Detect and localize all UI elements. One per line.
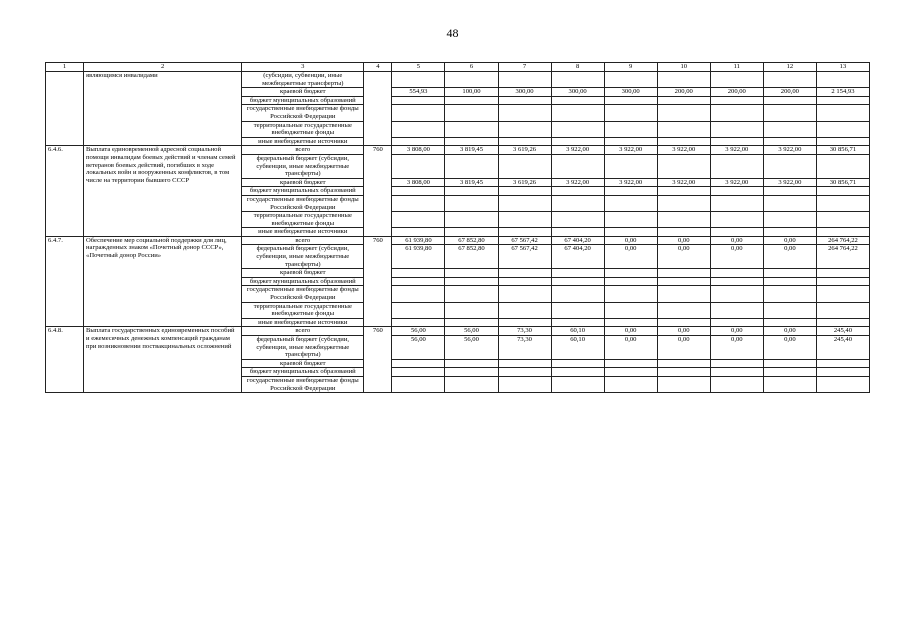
value-cell bbox=[445, 318, 498, 327]
value-cell: 264 764,22 bbox=[816, 245, 869, 269]
value-cell bbox=[604, 368, 657, 377]
value-cell: 3 808,00 bbox=[392, 178, 445, 187]
value-cell bbox=[445, 137, 498, 146]
value-cell bbox=[445, 121, 498, 137]
value-cell: 3 819,45 bbox=[445, 146, 498, 155]
value-cell bbox=[604, 286, 657, 302]
section-number bbox=[46, 72, 84, 146]
value-cell bbox=[657, 72, 710, 88]
column-header: 8 bbox=[551, 63, 604, 72]
value-cell bbox=[816, 318, 869, 327]
value-cell bbox=[710, 96, 763, 105]
value-cell bbox=[816, 137, 869, 146]
funding-source: всего bbox=[242, 146, 364, 155]
column-header: 13 bbox=[816, 63, 869, 72]
value-cell bbox=[392, 269, 445, 278]
value-cell: 0,00 bbox=[763, 336, 816, 360]
value-cell bbox=[710, 187, 763, 196]
column-header: 2 bbox=[84, 63, 242, 72]
value-cell bbox=[498, 96, 551, 105]
funding-source: государственные внебюджетные фонды Российской Федерации bbox=[242, 376, 364, 392]
value-cell bbox=[710, 302, 763, 318]
funding-source: бюджет муниципальных образований bbox=[242, 187, 364, 196]
value-cell bbox=[445, 212, 498, 228]
value-cell bbox=[445, 72, 498, 88]
code-cell: 760 bbox=[364, 236, 392, 327]
value-cell bbox=[498, 277, 551, 286]
value-cell bbox=[604, 359, 657, 368]
value-cell: 3 922,00 bbox=[657, 146, 710, 155]
funding-source: краевой бюджет bbox=[242, 269, 364, 278]
value-cell: 67 404,20 bbox=[551, 245, 604, 269]
value-cell bbox=[551, 228, 604, 237]
value-cell bbox=[498, 72, 551, 88]
value-cell bbox=[498, 269, 551, 278]
table-row bbox=[46, 236, 870, 245]
value-cell bbox=[445, 96, 498, 105]
value-cell bbox=[498, 228, 551, 237]
value-cell: 56,00 bbox=[445, 327, 498, 336]
value-cell bbox=[816, 121, 869, 137]
value-cell: 0,00 bbox=[657, 236, 710, 245]
value-cell bbox=[498, 212, 551, 228]
section-name: являющимся инвалидами bbox=[84, 72, 242, 146]
value-cell: 0,00 bbox=[763, 327, 816, 336]
funding-source: иные внебюджетные источники bbox=[242, 228, 364, 237]
value-cell: 56,00 bbox=[392, 336, 445, 360]
funding-source: краевой бюджет bbox=[242, 88, 364, 97]
value-cell bbox=[551, 376, 604, 392]
value-cell bbox=[392, 277, 445, 286]
value-cell bbox=[392, 359, 445, 368]
value-cell: 67 852,80 bbox=[445, 245, 498, 269]
value-cell: 554,93 bbox=[392, 88, 445, 97]
value-cell bbox=[498, 286, 551, 302]
value-cell bbox=[710, 269, 763, 278]
value-cell bbox=[710, 286, 763, 302]
value-cell: 0,00 bbox=[604, 327, 657, 336]
value-cell bbox=[816, 154, 869, 178]
funding-source: бюджет муниципальных образований bbox=[242, 277, 364, 286]
value-cell bbox=[551, 137, 604, 146]
value-cell bbox=[445, 359, 498, 368]
value-cell: 3 922,00 bbox=[604, 178, 657, 187]
value-cell bbox=[657, 228, 710, 237]
value-cell: 200,00 bbox=[710, 88, 763, 97]
column-header: 6 bbox=[445, 63, 498, 72]
value-cell bbox=[657, 302, 710, 318]
funding-source: краевой бюджет bbox=[242, 178, 364, 187]
value-cell: 3 922,00 bbox=[551, 146, 604, 155]
funding-source: всего bbox=[242, 327, 364, 336]
value-cell bbox=[604, 376, 657, 392]
table-row bbox=[46, 72, 870, 88]
value-cell: 2 154,93 bbox=[816, 88, 869, 97]
value-cell bbox=[551, 269, 604, 278]
funding-source: (субсидии, субвенции, иные межбюджетные трансферты) bbox=[242, 72, 364, 88]
value-cell bbox=[445, 195, 498, 211]
value-cell: 61 939,80 bbox=[392, 236, 445, 245]
value-cell: 0,00 bbox=[763, 236, 816, 245]
table-header-row bbox=[46, 63, 870, 72]
value-cell: 3 922,00 bbox=[551, 178, 604, 187]
funding-source: бюджет муниципальных образований bbox=[242, 368, 364, 377]
value-cell bbox=[657, 187, 710, 196]
value-cell bbox=[763, 212, 816, 228]
value-cell bbox=[657, 376, 710, 392]
value-cell bbox=[816, 302, 869, 318]
value-cell: 67 567,42 bbox=[498, 236, 551, 245]
value-cell bbox=[498, 359, 551, 368]
value-cell bbox=[551, 318, 604, 327]
value-cell bbox=[657, 96, 710, 105]
value-cell bbox=[551, 302, 604, 318]
value-cell: 264 764,22 bbox=[816, 236, 869, 245]
value-cell bbox=[392, 228, 445, 237]
value-cell bbox=[763, 96, 816, 105]
code-cell: 760 bbox=[364, 146, 392, 237]
value-cell bbox=[551, 72, 604, 88]
value-cell: 0,00 bbox=[604, 236, 657, 245]
value-cell bbox=[551, 154, 604, 178]
value-cell bbox=[763, 368, 816, 377]
value-cell: 0,00 bbox=[657, 327, 710, 336]
value-cell bbox=[498, 302, 551, 318]
value-cell bbox=[498, 154, 551, 178]
value-cell bbox=[763, 318, 816, 327]
value-cell: 67 404,20 bbox=[551, 236, 604, 245]
value-cell: 245,40 bbox=[816, 336, 869, 360]
value-cell bbox=[604, 277, 657, 286]
value-cell bbox=[710, 154, 763, 178]
value-cell bbox=[657, 137, 710, 146]
value-cell bbox=[392, 302, 445, 318]
value-cell: 60,10 bbox=[551, 336, 604, 360]
value-cell bbox=[710, 195, 763, 211]
value-cell bbox=[551, 96, 604, 105]
section-number: 6.4.7. bbox=[46, 236, 84, 327]
value-cell: 0,00 bbox=[657, 245, 710, 269]
value-cell bbox=[392, 72, 445, 88]
value-cell: 0,00 bbox=[604, 245, 657, 269]
value-cell bbox=[763, 376, 816, 392]
column-header: 3 bbox=[242, 63, 364, 72]
value-cell bbox=[657, 212, 710, 228]
value-cell bbox=[551, 277, 604, 286]
value-cell bbox=[445, 105, 498, 121]
value-cell bbox=[498, 105, 551, 121]
value-cell bbox=[551, 359, 604, 368]
value-cell: 30 856,71 bbox=[816, 146, 869, 155]
value-cell bbox=[498, 187, 551, 196]
value-cell bbox=[445, 154, 498, 178]
value-cell bbox=[816, 72, 869, 88]
funding-source: краевой бюджет bbox=[242, 359, 364, 368]
value-cell bbox=[710, 359, 763, 368]
value-cell bbox=[657, 121, 710, 137]
value-cell bbox=[604, 195, 657, 211]
funding-source: территориальные государственные внебюджетные фонды bbox=[242, 121, 364, 137]
value-cell bbox=[392, 96, 445, 105]
value-cell bbox=[657, 359, 710, 368]
value-cell bbox=[763, 359, 816, 368]
value-cell: 56,00 bbox=[445, 336, 498, 360]
value-cell bbox=[763, 105, 816, 121]
value-cell: 3 808,00 bbox=[392, 146, 445, 155]
funding-source: всего bbox=[242, 236, 364, 245]
value-cell bbox=[392, 376, 445, 392]
code-cell bbox=[364, 72, 392, 146]
value-cell bbox=[445, 286, 498, 302]
funding-source: федеральный бюджет (субсидии, субвенции, иные межбюджетные трансферты) bbox=[242, 245, 364, 269]
value-cell bbox=[498, 318, 551, 327]
section-number: 6.4.8. bbox=[46, 327, 84, 393]
funding-source: государственные внебюджетные фонды Российской Федерации bbox=[242, 195, 364, 211]
value-cell: 0,00 bbox=[710, 327, 763, 336]
value-cell bbox=[657, 368, 710, 377]
value-cell: 73,30 bbox=[498, 336, 551, 360]
section-number: 6.4.6. bbox=[46, 146, 84, 237]
value-cell bbox=[657, 195, 710, 211]
code-cell: 760 bbox=[364, 327, 392, 393]
value-cell bbox=[816, 269, 869, 278]
value-cell: 3 922,00 bbox=[604, 146, 657, 155]
value-cell bbox=[816, 212, 869, 228]
value-cell bbox=[710, 277, 763, 286]
value-cell bbox=[392, 187, 445, 196]
funding-source: федеральный бюджет (субсидии, субвенции, иные межбюджетные трансферты) bbox=[242, 154, 364, 178]
value-cell: 300,00 bbox=[604, 88, 657, 97]
value-cell bbox=[498, 368, 551, 377]
value-cell: 67 852,80 bbox=[445, 236, 498, 245]
value-cell bbox=[551, 121, 604, 137]
value-cell bbox=[763, 228, 816, 237]
value-cell bbox=[445, 228, 498, 237]
value-cell bbox=[710, 318, 763, 327]
value-cell bbox=[763, 277, 816, 286]
value-cell bbox=[604, 212, 657, 228]
value-cell bbox=[710, 105, 763, 121]
value-cell bbox=[498, 376, 551, 392]
value-cell bbox=[551, 212, 604, 228]
funding-source: государственные внебюджетные фонды Российской Федерации bbox=[242, 105, 364, 121]
column-header: 9 bbox=[604, 63, 657, 72]
value-cell: 3 619,26 bbox=[498, 178, 551, 187]
value-cell bbox=[604, 154, 657, 178]
value-cell: 61 939,80 bbox=[392, 245, 445, 269]
value-cell bbox=[657, 318, 710, 327]
value-cell bbox=[816, 286, 869, 302]
value-cell bbox=[657, 269, 710, 278]
value-cell bbox=[816, 96, 869, 105]
column-header: 5 bbox=[392, 63, 445, 72]
value-cell: 3 619,26 bbox=[498, 146, 551, 155]
value-cell: 0,00 bbox=[710, 245, 763, 269]
value-cell: 30 856,71 bbox=[816, 178, 869, 187]
value-cell: 0,00 bbox=[710, 236, 763, 245]
funding-source: территориальные государственные внебюджетные фонды bbox=[242, 212, 364, 228]
column-header: 7 bbox=[498, 63, 551, 72]
value-cell: 300,00 bbox=[498, 88, 551, 97]
table-row bbox=[46, 327, 870, 336]
value-cell bbox=[816, 187, 869, 196]
value-cell bbox=[551, 195, 604, 211]
value-cell: 245,40 bbox=[816, 327, 869, 336]
value-cell bbox=[604, 105, 657, 121]
value-cell: 200,00 bbox=[657, 88, 710, 97]
value-cell bbox=[445, 269, 498, 278]
value-cell bbox=[445, 376, 498, 392]
value-cell: 3 922,00 bbox=[763, 146, 816, 155]
value-cell bbox=[763, 187, 816, 196]
funding-source: иные внебюджетные источники bbox=[242, 137, 364, 146]
value-cell bbox=[763, 154, 816, 178]
value-cell bbox=[816, 195, 869, 211]
value-cell bbox=[392, 121, 445, 137]
value-cell bbox=[604, 228, 657, 237]
funding-source: федеральный бюджет (субсидии, субвенции, иные межбюджетные трансферты) bbox=[242, 336, 364, 360]
value-cell bbox=[498, 121, 551, 137]
value-cell bbox=[445, 368, 498, 377]
value-cell bbox=[816, 376, 869, 392]
value-cell bbox=[816, 277, 869, 286]
value-cell: 100,00 bbox=[445, 88, 498, 97]
value-cell bbox=[604, 96, 657, 105]
value-cell bbox=[763, 137, 816, 146]
value-cell bbox=[763, 286, 816, 302]
value-cell bbox=[392, 195, 445, 211]
funding-source: иные внебюджетные источники bbox=[242, 318, 364, 327]
value-cell: 0,00 bbox=[710, 336, 763, 360]
value-cell: 3 922,00 bbox=[710, 146, 763, 155]
section-name: Выплата государственных единовременных пособий и ежемесячных денежных компенсаций гражданам при возникновении поствакцинальных осложнений bbox=[84, 327, 242, 393]
table-row bbox=[46, 146, 870, 155]
value-cell bbox=[604, 318, 657, 327]
value-cell bbox=[816, 228, 869, 237]
value-cell bbox=[551, 286, 604, 302]
value-cell bbox=[551, 368, 604, 377]
value-cell bbox=[710, 137, 763, 146]
section-name: Обеспечение мер социальной поддержки для лиц, награжденных знаком «Почетный донор СССР», «Почетный донор России» bbox=[84, 236, 242, 327]
section-name: Выплата единовременной адресной социальной помощи инвалидам боевых действий и членам семей ветеранов боевых действий, погибших в ходе локальных войн и вооруженных конфликтов, в том числе на территории бывшего СССР bbox=[84, 146, 242, 237]
value-cell bbox=[816, 368, 869, 377]
value-cell bbox=[816, 359, 869, 368]
value-cell bbox=[445, 187, 498, 196]
page-number: 48 bbox=[446, 26, 459, 40]
funding-source: бюджет муниципальных образований bbox=[242, 96, 364, 105]
value-cell bbox=[763, 269, 816, 278]
value-cell bbox=[604, 72, 657, 88]
value-cell: 3 922,00 bbox=[657, 178, 710, 187]
value-cell bbox=[445, 277, 498, 286]
value-cell bbox=[392, 286, 445, 302]
value-cell bbox=[604, 137, 657, 146]
value-cell bbox=[763, 195, 816, 211]
value-cell bbox=[710, 368, 763, 377]
value-cell: 3 922,00 bbox=[763, 178, 816, 187]
value-cell bbox=[816, 105, 869, 121]
value-cell bbox=[392, 154, 445, 178]
value-cell bbox=[392, 105, 445, 121]
value-cell bbox=[604, 187, 657, 196]
value-cell: 300,00 bbox=[551, 88, 604, 97]
value-cell bbox=[604, 302, 657, 318]
value-cell: 0,00 bbox=[763, 245, 816, 269]
value-cell bbox=[392, 212, 445, 228]
value-cell bbox=[763, 72, 816, 88]
funding-source: территориальные государственные внебюджетные фонды bbox=[242, 302, 364, 318]
value-cell bbox=[710, 228, 763, 237]
value-cell: 60,10 bbox=[551, 327, 604, 336]
value-cell bbox=[551, 105, 604, 121]
column-header: 4 bbox=[364, 63, 392, 72]
value-cell bbox=[551, 187, 604, 196]
funding-source: государственные внебюджетные фонды Российской Федерации bbox=[242, 286, 364, 302]
column-header: 12 bbox=[763, 63, 816, 72]
value-cell: 56,00 bbox=[392, 327, 445, 336]
value-cell: 0,00 bbox=[657, 336, 710, 360]
value-cell: 67 567,42 bbox=[498, 245, 551, 269]
value-cell: 0,00 bbox=[604, 336, 657, 360]
value-cell bbox=[657, 277, 710, 286]
value-cell bbox=[604, 269, 657, 278]
value-cell bbox=[657, 286, 710, 302]
value-cell bbox=[392, 137, 445, 146]
value-cell bbox=[763, 302, 816, 318]
value-cell bbox=[710, 212, 763, 228]
value-cell bbox=[498, 195, 551, 211]
value-cell bbox=[392, 368, 445, 377]
value-cell: 200,00 bbox=[763, 88, 816, 97]
value-cell bbox=[604, 121, 657, 137]
budget-table bbox=[45, 62, 870, 393]
column-header: 11 bbox=[710, 63, 763, 72]
value-cell bbox=[657, 154, 710, 178]
value-cell bbox=[392, 318, 445, 327]
value-cell: 3 819,45 bbox=[445, 178, 498, 187]
value-cell bbox=[445, 302, 498, 318]
column-header: 10 bbox=[657, 63, 710, 72]
value-cell: 73,30 bbox=[498, 327, 551, 336]
value-cell bbox=[763, 121, 816, 137]
value-cell: 3 922,00 bbox=[710, 178, 763, 187]
value-cell bbox=[710, 376, 763, 392]
value-cell bbox=[710, 121, 763, 137]
column-header: 1 bbox=[46, 63, 84, 72]
value-cell bbox=[657, 105, 710, 121]
value-cell bbox=[498, 137, 551, 146]
value-cell bbox=[710, 72, 763, 88]
